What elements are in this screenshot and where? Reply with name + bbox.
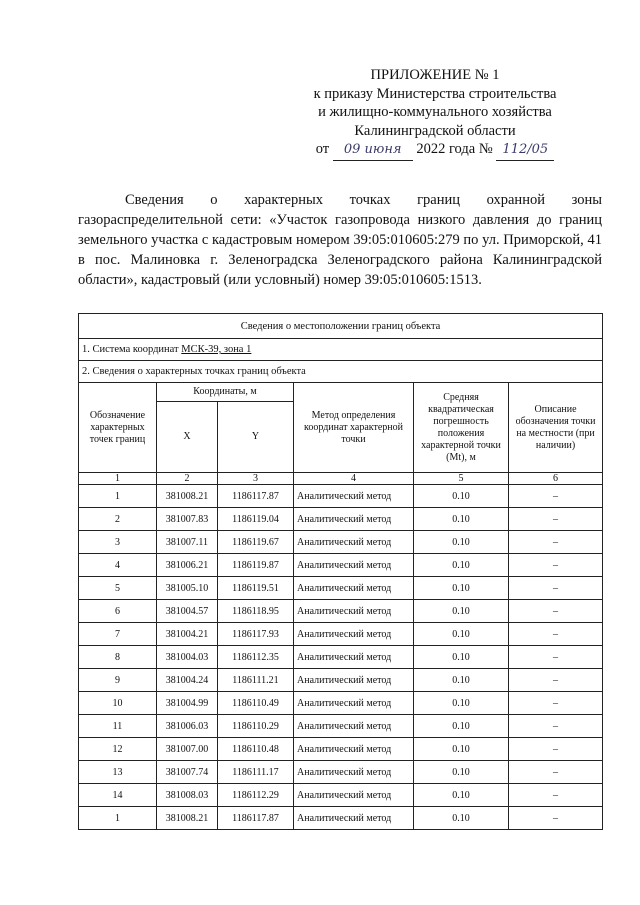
cell-point: 9 [79, 669, 157, 692]
cell-method: Аналитический метод [294, 531, 414, 554]
column-number: 2 [157, 473, 218, 485]
table-row [79, 738, 603, 761]
cell-description: – [509, 807, 603, 830]
appendix-ministry-line: и жилищно-коммунального хозяйства [318, 104, 552, 120]
table-row [79, 554, 603, 577]
cell-method: Аналитический метод [294, 669, 414, 692]
column-number: 1 [79, 473, 157, 485]
header-x: X [157, 402, 218, 473]
coord-system-row [79, 339, 603, 361]
cell-error: 0.10 [414, 485, 509, 508]
cell-method: Аналитический метод [294, 600, 414, 623]
cell-point: 6 [79, 600, 157, 623]
cell-x: 381004.24 [157, 669, 218, 692]
cell-point: 10 [79, 692, 157, 715]
cell-error: 0.10 [414, 577, 509, 600]
cell-description: – [509, 623, 603, 646]
table-row [79, 669, 603, 692]
cell-description: – [509, 600, 603, 623]
cell-point: 3 [79, 531, 157, 554]
table-row [79, 692, 603, 715]
cell-description: – [509, 531, 603, 554]
column-number-row [79, 473, 603, 485]
coord-system-cell [79, 339, 603, 361]
column-number: 5 [414, 473, 509, 485]
cell-x: 381005.10 [157, 577, 218, 600]
table-row [79, 623, 603, 646]
table-row [79, 807, 603, 830]
cell-method: Аналитический метод [294, 554, 414, 577]
table-row [79, 646, 603, 669]
cell-method: Аналитический метод [294, 508, 414, 531]
cell-method: Аналитический метод [294, 761, 414, 784]
intro-text: Сведения о характерных точках границ охранной зоны газораспределительной сети: «Участок газопровода низкого давления до границ земельного участка с кадастровым номером 39:05:010605:279 по ул. Приморской, 41 в пос. Малиновка г. Зеленоградска Зеленоградского района Калининградской области», кадастровый (или условный) номер 39:05:010605:1513. [78, 192, 602, 288]
cell-point: 1 [79, 485, 157, 508]
cell-x: 381008.21 [157, 485, 218, 508]
cell-x: 381004.03 [157, 646, 218, 669]
cell-error: 0.10 [414, 531, 509, 554]
cell-y: 1186117.87 [218, 485, 294, 508]
cell-error: 0.10 [414, 600, 509, 623]
coord-system-label: 1. Система координат [82, 344, 179, 355]
cell-x: 381008.03 [157, 784, 218, 807]
header-row-top [79, 383, 603, 402]
cell-error: 0.10 [414, 738, 509, 761]
cell-x: 381007.11 [157, 531, 218, 554]
cell-description: – [509, 577, 603, 600]
cell-description: – [509, 784, 603, 807]
cell-description: – [509, 554, 603, 577]
date-suffix: 2022 года № [416, 141, 493, 157]
cell-description: – [509, 646, 603, 669]
cell-error: 0.10 [414, 692, 509, 715]
cell-error: 0.10 [414, 623, 509, 646]
cell-error: 0.10 [414, 784, 509, 807]
cell-method: Аналитический метод [294, 692, 414, 715]
cell-y: 1186111.17 [218, 761, 294, 784]
header-designation: Обозначение характерных точек границ [79, 383, 157, 473]
cell-y: 1186118.95 [218, 600, 294, 623]
cell-point: 8 [79, 646, 157, 669]
appendix-header [300, 66, 570, 161]
cell-method: Аналитический метод [294, 646, 414, 669]
cell-x: 381004.21 [157, 623, 218, 646]
boundary-points-table [78, 313, 603, 830]
cell-x: 381007.74 [157, 761, 218, 784]
cell-point: 2 [79, 508, 157, 531]
cell-point: 12 [79, 738, 157, 761]
appendix-region-line: Калининградской области [354, 122, 516, 139]
cell-point: 13 [79, 761, 157, 784]
header-description: Описание обозначения точки на местности (при наличии) [509, 383, 603, 473]
cell-x: 381004.57 [157, 600, 218, 623]
table-row [79, 761, 603, 784]
cell-y: 1186110.29 [218, 715, 294, 738]
column-number: 4 [294, 473, 414, 485]
points-section-title: 2. Сведения о характерных точках границ объекта [79, 361, 603, 383]
points-section-row [79, 361, 603, 383]
header-coordinates: Координаты, м [157, 383, 294, 402]
cell-description: – [509, 508, 603, 531]
cell-point: 7 [79, 623, 157, 646]
column-number: 6 [509, 473, 603, 485]
table-row [79, 600, 603, 623]
cell-description: – [509, 715, 603, 738]
cell-x: 381006.03 [157, 715, 218, 738]
cell-point: 11 [79, 715, 157, 738]
cell-description: – [509, 738, 603, 761]
cell-error: 0.10 [414, 508, 509, 531]
cell-y: 1186112.35 [218, 646, 294, 669]
cell-y: 1186110.48 [218, 738, 294, 761]
cell-description: – [509, 692, 603, 715]
cell-y: 1186119.87 [218, 554, 294, 577]
cell-point: 1 [79, 807, 157, 830]
cell-description: – [509, 761, 603, 784]
cell-y: 1186119.51 [218, 577, 294, 600]
table-row [79, 784, 603, 807]
cell-description: – [509, 669, 603, 692]
cell-y: 1186112.29 [218, 784, 294, 807]
cell-method: Аналитический метод [294, 623, 414, 646]
cell-method: Аналитический метод [294, 738, 414, 761]
cell-x: 381007.00 [157, 738, 218, 761]
appendix-title: ПРИЛОЖЕНИЕ № 1 [370, 67, 500, 83]
cell-y: 1186119.04 [218, 508, 294, 531]
cell-y: 1186117.87 [218, 807, 294, 830]
cell-method: Аналитический метод [294, 784, 414, 807]
cell-error: 0.10 [414, 761, 509, 784]
header-method: Метод определения координат характерной точки [294, 383, 414, 473]
table-row [79, 531, 603, 554]
cell-x: 381008.21 [157, 807, 218, 830]
cell-method: Аналитический метод [294, 577, 414, 600]
date-prefix: от [315, 141, 330, 157]
cell-error: 0.10 [414, 554, 509, 577]
appendix-order-line: к приказу Министерства строительства [313, 85, 557, 102]
cell-error: 0.10 [414, 646, 509, 669]
table-row [79, 508, 603, 531]
cell-method: Аналитический метод [294, 715, 414, 738]
cell-x: 381006.21 [157, 554, 218, 577]
cell-description: – [509, 485, 603, 508]
column-number: 3 [218, 473, 294, 485]
cell-error: 0.10 [414, 715, 509, 738]
cell-y: 1186117.93 [218, 623, 294, 646]
header-error: Средняя квадратическая погрешность положения характерной точки (Mt), м [414, 383, 509, 473]
cell-method: Аналитический метод [294, 807, 414, 830]
cell-error: 0.10 [414, 807, 509, 830]
table-row [79, 485, 603, 508]
header-y: Y [218, 402, 294, 473]
cell-error: 0.10 [414, 669, 509, 692]
table-row [79, 715, 603, 738]
cell-method: Аналитический метод [294, 485, 414, 508]
cell-point: 5 [79, 577, 157, 600]
coord-system-value: МСК-39, зона 1 [181, 344, 252, 355]
section-title-row [79, 314, 603, 339]
section-title: Сведения о местоположении границ объекта [79, 314, 603, 339]
cell-point: 14 [79, 784, 157, 807]
cell-x: 381004.99 [157, 692, 218, 715]
intro-paragraph [78, 190, 602, 290]
cell-point: 4 [79, 554, 157, 577]
table-row [79, 577, 603, 600]
handwritten-order-number: 112/05 [496, 141, 554, 161]
cell-x: 381007.83 [157, 508, 218, 531]
cell-y: 1186111.21 [218, 669, 294, 692]
handwritten-date: 09 июня [333, 141, 413, 161]
cell-y: 1186119.67 [218, 531, 294, 554]
appendix-date-line [300, 140, 570, 161]
cell-y: 1186110.49 [218, 692, 294, 715]
